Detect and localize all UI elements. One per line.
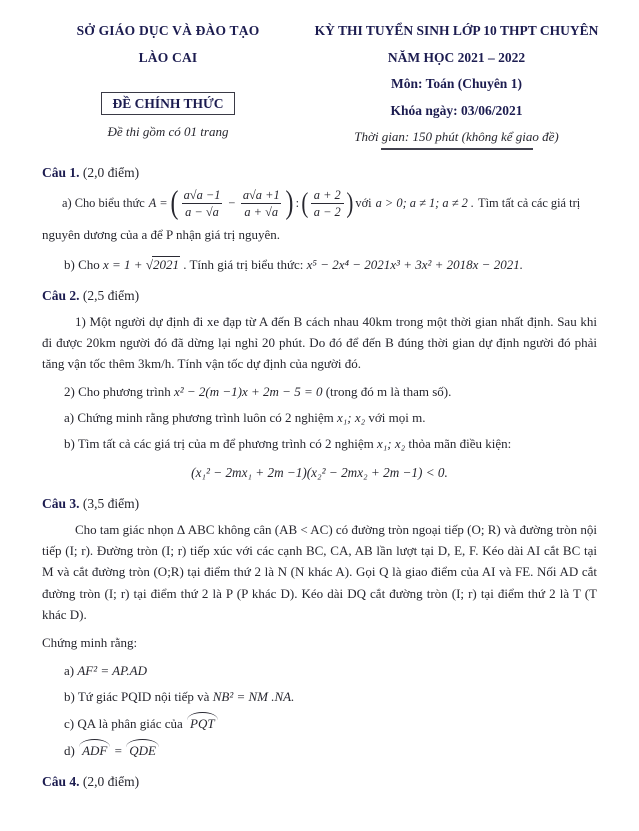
question-1-heading [42, 165, 597, 181]
q3d-equals: = [114, 743, 122, 759]
q2p2-equation: x² − 2(m −1)x + 2m − 5 = 0 [173, 384, 323, 400]
exam-body [0, 165, 639, 790]
question-3-body: Cho tam giác nhọn Δ ABC không cân (AB < AC) có đường tròn ngoại tiếp (O; R) và đường tròn nội tiếp (I; r). Đường tròn (I; r) tiếp xúc với các cạnh BC, CA, AB lần lượt tại D, E, F. Kéo dài AI cắt BC tại M và cắt đường tròn (O;R) tại điểm thứ 2 là N (N khác A). Gọi Q là giao điểm của AI và FE. Nối AD cắt đường tròn (I; r) tại điểm thứ 2 là P (P khác D). Kéo dài DQ cắt đường tròn (I; r) tại điểm thứ 2 là T (T khác D). [42, 522, 597, 622]
issuer-province: LÀO CAI [138, 49, 198, 65]
angle-ADF: ADF [82, 743, 108, 759]
q1a-tail-text: Tìm tất cả các giá trị [478, 196, 581, 211]
question-3-heading [42, 496, 597, 512]
q1b-x-equation: x = 1 + [103, 256, 143, 272]
q3c-pre: c) QA là phân giác của [64, 716, 183, 732]
q2a-roots: x₁; x₂ [337, 410, 366, 426]
question-4-label: Câu 4. [42, 774, 80, 790]
question-4-points: (2,0 điểm) [82, 774, 140, 790]
question-3a [42, 663, 597, 679]
fraction-2-numerator: a√a +1 [242, 188, 280, 203]
duration-line: Thời gian: 150 phút (không kể giao đề) [354, 129, 559, 145]
q2a-post: với mọi m. [368, 410, 426, 426]
q2p2-pre: 2) Cho phương trình [64, 384, 171, 400]
fraction-3 [311, 187, 344, 220]
q1b-pre: b) Cho [64, 256, 100, 272]
question-3d [42, 742, 597, 759]
question-3b [42, 689, 597, 705]
q1b-mid: . Tính giá trị biểu thức: [183, 256, 304, 272]
q2b-roots: x₁; x₂ [376, 436, 406, 452]
question-3-prove: Chứng minh rằng: [42, 635, 138, 650]
fraction-1-numerator: a√a −1 [183, 188, 221, 203]
q3b-relation: NB² = NM .NA. [212, 689, 295, 705]
question-1-points: (2,0 điểm) [82, 165, 140, 181]
question-2-heading [42, 288, 597, 304]
question-1-label: Câu 1. [42, 165, 80, 181]
radical-sign: √ [145, 256, 153, 272]
question-3c [42, 715, 597, 732]
q3a-pre: a) [64, 663, 75, 679]
q1a-lead-text: a) Cho biểu thức [62, 196, 145, 211]
q2b-pre: b) Tìm tất cả các giá trị của m để phương trình có 2 nghiệm [64, 436, 374, 452]
q3b-pre: b) Tứ giác PQID nội tiếp và [64, 689, 210, 705]
fraction-3-denominator: a − 2 [311, 203, 344, 220]
division-colon: : [295, 196, 300, 211]
question-2-part2 [42, 384, 597, 400]
q1a-wrap-line: nguyên dương của a để P nhận giá trị nguyên. [42, 227, 280, 243]
subject-line: Môn: Toán (Chuyên 1) [391, 76, 522, 92]
q3d-pre: d) [64, 743, 75, 759]
q1a-conditions: a > 0; a ≠ 1; a ≠ 2 . [375, 196, 474, 211]
radicand: 2021 [152, 256, 179, 272]
question-2b-inequality: (x₁² − 2mx₁ + 2m −1)(x₂² − 2mx₂ + 2m −1) < 0. [191, 465, 448, 481]
q1b-polynomial: x⁵ − 2x⁴ − 2021x³ + 3x² + 2018x − 2021. [306, 256, 523, 272]
question-3-label: Câu 3. [42, 496, 80, 512]
page-count-note: Đề thi gồm có 01 trang [107, 124, 229, 140]
fraction-1-denominator: a − √a [182, 203, 222, 220]
angle-QDE: QDE [129, 743, 156, 759]
fraction-2 [240, 187, 283, 220]
question-2a [42, 410, 597, 426]
question-4-heading [42, 774, 597, 790]
q1a-cond-pre: với [355, 196, 372, 211]
q1a-lhs: A = [148, 196, 168, 211]
exam-title: KỲ THI TUYỂN SINH LỚP 10 THPT CHUYÊN [314, 23, 599, 38]
minus-sign: − [227, 196, 236, 211]
official-box-wrap [34, 92, 302, 115]
question-2b [42, 436, 597, 452]
fraction-1 [181, 187, 224, 220]
question-2-points: (2,5 điểm) [82, 287, 140, 303]
exam-title-block [302, 12, 611, 150]
angle-PQT: PQT [190, 716, 215, 732]
fraction-3-numerator: a + 2 [313, 188, 341, 203]
q2p2-post: (trong đó m là tham số). [325, 384, 452, 400]
exam-date: Khóa ngày: 03/06/2021 [390, 102, 523, 118]
document-header [0, 0, 639, 150]
official-exam-box: ĐỀ CHÍNH THỨC [101, 92, 234, 115]
school-year: NĂM HỌC 2021 – 2022 [387, 49, 526, 65]
question-2-label: Câu 2. [42, 287, 80, 303]
question-1b [42, 256, 597, 273]
issuer-name: SỞ GIÁO DỤC VÀ ĐÀO TẠO [76, 23, 260, 38]
q2a-pre: a) Chứng minh rằng phương trình luôn có 2 nghiệm [64, 410, 334, 426]
fraction-2-denominator: a + √a [241, 203, 281, 220]
q2b-post: thỏa mãn điều kiện: [408, 436, 512, 452]
issuer-block [34, 12, 302, 150]
question-3-points: (3,5 điểm) [82, 496, 140, 512]
duration-underline [381, 148, 533, 150]
sqrt-2021 [146, 257, 180, 272]
question-1a-formula: a) Cho biểu thức A = ( $\frac{a√a -1}{a - √a}$ − $\frac{a√a +1}{a + √a}$ ) : ( $\frac{a + 2}{a - 2}$ ) với a > 0; a ≠ 1; a ≠ 2 . Tìm tất cả các giá trị [62, 184, 581, 221]
q3a-relation: AF² = AP.AD [77, 663, 147, 679]
question-2-part1: 1) Một người dự định đi xe đạp từ A đến B cách nhau 40km trong một thời gian nhất định. Sau khi đi được 20km người đó đã dừng lại nghỉ 20 phút. Do đó để đến B đúng thời gian dự định người đó phải tăng vận tốc thêm 3km/h. Tính vận tốc dự định của người đó. [42, 313, 597, 371]
